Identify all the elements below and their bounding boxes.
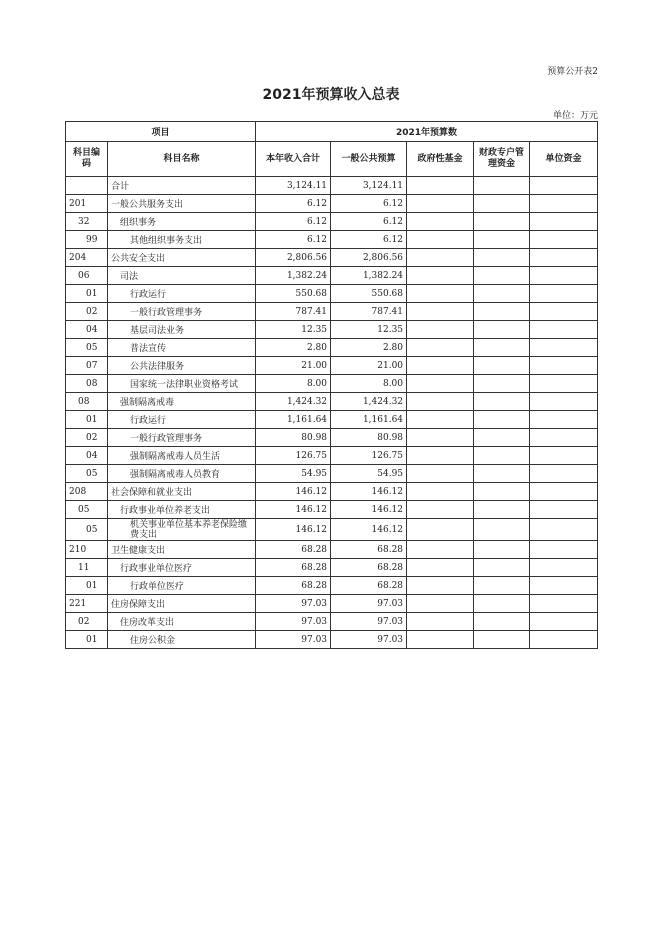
- gov-fund-cell: [407, 595, 474, 613]
- table-row: [66, 213, 598, 231]
- total-income-cell: 146.12: [256, 519, 331, 541]
- total-income-cell: 2.80: [256, 339, 331, 357]
- column-header: 单位资金: [530, 142, 598, 177]
- unit-fund-cell: [530, 213, 598, 231]
- table-row: [66, 613, 598, 631]
- special-account-cell: [474, 501, 530, 519]
- subject-code-cell: 32: [66, 213, 108, 231]
- column-header: 本年收入合计: [256, 142, 331, 177]
- special-account-cell: [474, 631, 530, 649]
- special-account-cell: [474, 519, 530, 541]
- subject-code-cell: 04: [66, 447, 108, 465]
- general-budget-cell: 2.80: [331, 339, 407, 357]
- gov-fund-cell: [407, 357, 474, 375]
- special-account-cell: [474, 231, 530, 249]
- table-row: [66, 559, 598, 577]
- special-account-cell: [474, 577, 530, 595]
- special-account-cell: [474, 195, 530, 213]
- special-account-cell: [474, 357, 530, 375]
- general-budget-cell: 146.12: [331, 501, 407, 519]
- total-income-cell: 2,806.56: [256, 249, 331, 267]
- general-budget-cell: 97.03: [331, 613, 407, 631]
- total-income-cell: 6.12: [256, 231, 331, 249]
- subject-code-cell: 02: [66, 303, 108, 321]
- unit-fund-cell: [530, 465, 598, 483]
- special-account-cell: [474, 595, 530, 613]
- subject-name-cell: 强制隔离戒毒人员教育: [108, 465, 256, 483]
- total-income-cell: 1,424.32: [256, 393, 331, 411]
- subject-name-cell: 行政事业单位医疗: [108, 559, 256, 577]
- subject-name-cell: 行政单位医疗: [108, 577, 256, 595]
- subject-name-cell: 住房公积金: [108, 631, 256, 649]
- subject-name-cell: 住房改革支出: [108, 613, 256, 631]
- subject-name-cell: 一般行政管理事务: [108, 303, 256, 321]
- general-budget-cell: 146.12: [331, 519, 407, 541]
- gov-fund-cell: [407, 321, 474, 339]
- subject-code-cell: 05: [66, 465, 108, 483]
- total-income-cell: 787.41: [256, 303, 331, 321]
- gov-fund-cell: [407, 429, 474, 447]
- gov-fund-cell: [407, 303, 474, 321]
- table-row: [66, 519, 598, 541]
- general-budget-cell: 6.12: [331, 231, 407, 249]
- total-income-cell: 80.98: [256, 429, 331, 447]
- subject-name-cell: 一般行政管理事务: [108, 429, 256, 447]
- subject-code-cell: 99: [66, 231, 108, 249]
- subject-code-cell: 02: [66, 613, 108, 631]
- table-row: [66, 339, 598, 357]
- general-budget-cell: 54.95: [331, 465, 407, 483]
- table-row: [66, 465, 598, 483]
- table-row: [66, 375, 598, 393]
- gov-fund-cell: [407, 501, 474, 519]
- special-account-cell: [474, 177, 530, 195]
- subject-code-cell: 208: [66, 483, 108, 501]
- table-row: [66, 577, 598, 595]
- subject-name-cell: 国家统一法律职业资格考试: [108, 375, 256, 393]
- gov-fund-cell: [407, 631, 474, 649]
- general-budget-cell: 68.28: [331, 559, 407, 577]
- subject-name-cell: 行政事业单位养老支出: [108, 501, 256, 519]
- general-budget-cell: 97.03: [331, 631, 407, 649]
- header-group-row: [66, 122, 598, 142]
- subject-name-cell: 一般公共服务支出: [108, 195, 256, 213]
- gov-fund-cell: [407, 231, 474, 249]
- subject-name-cell: 司法: [108, 267, 256, 285]
- general-budget-cell: 126.75: [331, 447, 407, 465]
- total-income-cell: 146.12: [256, 501, 331, 519]
- unit-fund-cell: [530, 339, 598, 357]
- subject-code-cell: 210: [66, 541, 108, 559]
- general-budget-cell: 12.35: [331, 321, 407, 339]
- table-row: [66, 483, 598, 501]
- table-body: [66, 177, 598, 649]
- subject-code-cell: 11: [66, 559, 108, 577]
- special-account-cell: [474, 267, 530, 285]
- gov-fund-cell: [407, 447, 474, 465]
- total-income-cell: 12.35: [256, 321, 331, 339]
- subject-code-cell: 02: [66, 429, 108, 447]
- special-account-cell: [474, 411, 530, 429]
- column-header: 一般公共预算: [331, 142, 407, 177]
- general-budget-cell: 8.00: [331, 375, 407, 393]
- total-income-cell: 97.03: [256, 613, 331, 631]
- table-row: [66, 231, 598, 249]
- subject-code-cell: 05: [66, 501, 108, 519]
- subject-name-cell: 强制隔离戒毒人员生活: [108, 447, 256, 465]
- subject-name-cell: 公共安全支出: [108, 249, 256, 267]
- gov-fund-cell: [407, 285, 474, 303]
- unit-fund-cell: [530, 393, 598, 411]
- subject-code-cell: 221: [66, 595, 108, 613]
- general-budget-cell: 3,124.11: [331, 177, 407, 195]
- general-budget-cell: 97.03: [331, 595, 407, 613]
- unit-fund-cell: [530, 519, 598, 541]
- total-income-cell: 97.03: [256, 595, 331, 613]
- special-account-cell: [474, 393, 530, 411]
- total-income-cell: 8.00: [256, 375, 331, 393]
- unit-fund-cell: [530, 411, 598, 429]
- table-row: [66, 285, 598, 303]
- special-account-cell: [474, 483, 530, 501]
- table-row: [66, 321, 598, 339]
- general-budget-cell: 6.12: [331, 213, 407, 231]
- special-account-cell: [474, 321, 530, 339]
- gov-fund-cell: [407, 541, 474, 559]
- special-account-cell: [474, 429, 530, 447]
- unit-fund-cell: [530, 249, 598, 267]
- budget-income-table: [65, 121, 598, 649]
- general-budget-cell: 1,161.64: [331, 411, 407, 429]
- table-row: [66, 249, 598, 267]
- gov-fund-cell: [407, 519, 474, 541]
- subject-code-cell: 05: [66, 339, 108, 357]
- column-header: 科目编码: [66, 142, 108, 177]
- unit-fund-cell: [530, 501, 598, 519]
- total-income-cell: 21.00: [256, 357, 331, 375]
- total-income-cell: 54.95: [256, 465, 331, 483]
- general-budget-cell: 146.12: [331, 483, 407, 501]
- special-account-cell: [474, 559, 530, 577]
- gov-fund-cell: [407, 339, 474, 357]
- special-account-cell: [474, 213, 530, 231]
- table-number-label: 预算公开表2: [547, 67, 598, 77]
- special-account-cell: [474, 303, 530, 321]
- subject-name-cell: 行政运行: [108, 411, 256, 429]
- special-account-cell: [474, 541, 530, 559]
- general-budget-cell: 787.41: [331, 303, 407, 321]
- unit-fund-cell: [530, 447, 598, 465]
- subject-code-cell: 06: [66, 267, 108, 285]
- special-account-cell: [474, 375, 530, 393]
- total-income-cell: 68.28: [256, 541, 331, 559]
- special-account-cell: [474, 339, 530, 357]
- total-income-cell: 146.12: [256, 483, 331, 501]
- gov-fund-cell: [407, 411, 474, 429]
- unit-fund-cell: [530, 231, 598, 249]
- unit-fund-cell: [530, 483, 598, 501]
- unit-fund-cell: [530, 559, 598, 577]
- total-income-cell: 97.03: [256, 631, 331, 649]
- subject-name-cell: 住房保障支出: [108, 595, 256, 613]
- unit-fund-cell: [530, 285, 598, 303]
- special-account-cell: [474, 613, 530, 631]
- subject-code-cell: 01: [66, 285, 108, 303]
- table-row: [66, 393, 598, 411]
- table-row: [66, 411, 598, 429]
- page-title: 2021年预算收入总表: [262, 87, 400, 103]
- table-row: [66, 177, 598, 195]
- subject-name-cell: 卫生健康支出: [108, 541, 256, 559]
- unit-fund-cell: [530, 595, 598, 613]
- gov-fund-cell: [407, 577, 474, 595]
- unit-fund-cell: [530, 375, 598, 393]
- general-budget-cell: 68.28: [331, 541, 407, 559]
- total-income-cell: 6.12: [256, 195, 331, 213]
- subject-code-cell: 04: [66, 321, 108, 339]
- table-row: [66, 595, 598, 613]
- total-income-cell: 1,161.64: [256, 411, 331, 429]
- special-account-cell: [474, 285, 530, 303]
- unit-fund-cell: [530, 613, 598, 631]
- gov-fund-cell: [407, 249, 474, 267]
- total-income-cell: 3,124.11: [256, 177, 331, 195]
- subject-name-cell: 合计: [108, 177, 256, 195]
- total-income-cell: 6.12: [256, 213, 331, 231]
- general-budget-cell: 1,382.24: [331, 267, 407, 285]
- subject-name-cell: 强制隔离戒毒: [108, 393, 256, 411]
- gov-fund-cell: [407, 177, 474, 195]
- table-row: [66, 357, 598, 375]
- total-income-cell: 68.28: [256, 577, 331, 595]
- subject-name-cell: 机关事业单位基本养老保险缴费支出: [108, 519, 256, 541]
- unit-fund-cell: [530, 303, 598, 321]
- gov-fund-cell: [407, 613, 474, 631]
- subject-name-cell: 组织事务: [108, 213, 256, 231]
- gov-fund-cell: [407, 559, 474, 577]
- subject-name-cell: 公共法律服务: [108, 357, 256, 375]
- unit-fund-cell: [530, 541, 598, 559]
- general-budget-cell: 21.00: [331, 357, 407, 375]
- header-group-budget: 2021年预算数: [256, 122, 598, 142]
- subject-name-cell: 其他组织事务支出: [108, 231, 256, 249]
- special-account-cell: [474, 465, 530, 483]
- table-row: [66, 447, 598, 465]
- general-budget-cell: 80.98: [331, 429, 407, 447]
- general-budget-cell: 2,806.56: [331, 249, 407, 267]
- table-row: [66, 631, 598, 649]
- unit-fund-cell: [530, 195, 598, 213]
- gov-fund-cell: [407, 465, 474, 483]
- total-income-cell: 550.68: [256, 285, 331, 303]
- total-income-cell: 1,382.24: [256, 267, 331, 285]
- table-row: [66, 429, 598, 447]
- subject-code-cell: 01: [66, 577, 108, 595]
- unit-fund-cell: [530, 429, 598, 447]
- gov-fund-cell: [407, 483, 474, 501]
- unit-fund-cell: [530, 357, 598, 375]
- unit-label: 单位：万元: [552, 111, 598, 121]
- subject-code-cell: 08: [66, 393, 108, 411]
- header-group-item: 项目: [66, 122, 256, 142]
- total-income-cell: 126.75: [256, 447, 331, 465]
- gov-fund-cell: [407, 393, 474, 411]
- subject-name-cell: 社会保障和就业支出: [108, 483, 256, 501]
- unit-fund-cell: [530, 267, 598, 285]
- column-header: 财政专户管理资金: [474, 142, 530, 177]
- subject-code-cell: 201: [66, 195, 108, 213]
- unit-fund-cell: [530, 177, 598, 195]
- subject-code-cell: 07: [66, 357, 108, 375]
- unit-fund-cell: [530, 631, 598, 649]
- gov-fund-cell: [407, 267, 474, 285]
- subject-name-cell: 普法宣传: [108, 339, 256, 357]
- subject-code-cell: 05: [66, 519, 108, 541]
- gov-fund-cell: [407, 195, 474, 213]
- total-income-cell: 68.28: [256, 559, 331, 577]
- subject-name-cell: 基层司法业务: [108, 321, 256, 339]
- subject-code-cell: 01: [66, 631, 108, 649]
- table-row: [66, 501, 598, 519]
- subject-code-cell: 204: [66, 249, 108, 267]
- unit-fund-cell: [530, 321, 598, 339]
- subject-code-cell: 08: [66, 375, 108, 393]
- subject-code-cell: [66, 177, 108, 195]
- special-account-cell: [474, 447, 530, 465]
- general-budget-cell: 1,424.32: [331, 393, 407, 411]
- special-account-cell: [474, 249, 530, 267]
- column-header: 政府性基金: [407, 142, 474, 177]
- general-budget-cell: 68.28: [331, 577, 407, 595]
- subject-name-cell: 行政运行: [108, 285, 256, 303]
- header-column-row: [66, 142, 598, 177]
- table-row: [66, 303, 598, 321]
- general-budget-cell: 550.68: [331, 285, 407, 303]
- subject-code-cell: 01: [66, 411, 108, 429]
- table-row: [66, 267, 598, 285]
- gov-fund-cell: [407, 375, 474, 393]
- column-header: 科目名称: [108, 142, 256, 177]
- table-row: [66, 541, 598, 559]
- unit-fund-cell: [530, 577, 598, 595]
- table-row: [66, 195, 598, 213]
- general-budget-cell: 6.12: [331, 195, 407, 213]
- gov-fund-cell: [407, 213, 474, 231]
